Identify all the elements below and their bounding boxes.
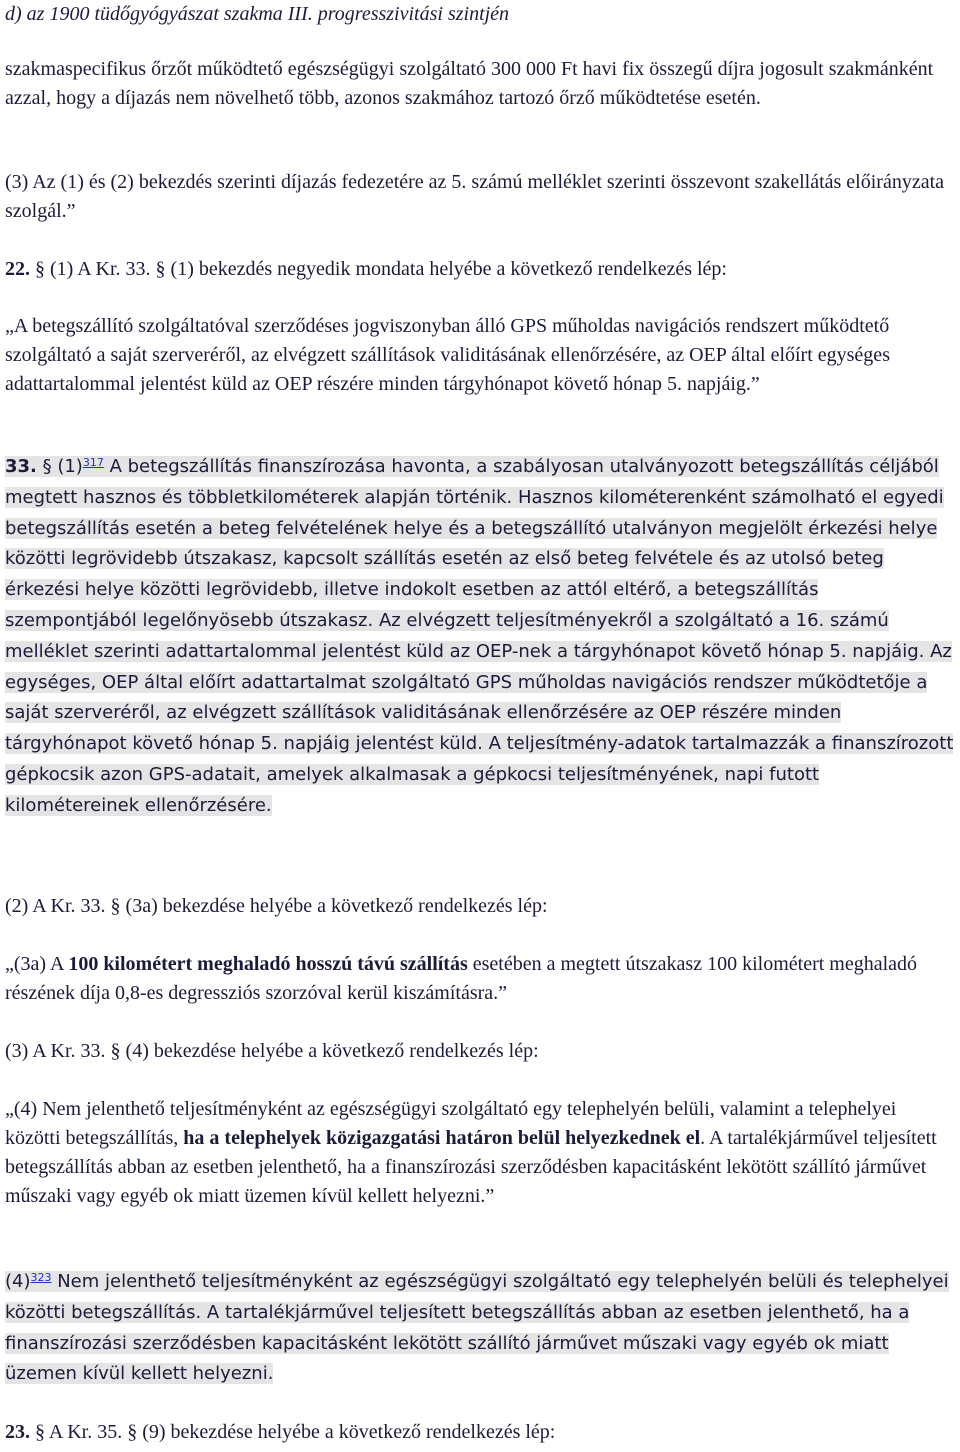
quoted-amendment-4	[5, 1095, 955, 1211]
text-run: „(4) Nem jelenthető teljesítményként az egészségügyi szolgáltató egy telephelyén belüli, valamint a telephelyei közötti betegszállítás,	[5, 1098, 897, 1149]
section-text: § A Kr. 35. § (9) bekezdése helyébe a következő rendelkezés lép:	[30, 1421, 556, 1443]
section-number: 22.	[5, 258, 30, 280]
text-run: esetében a megtett útszakasz 100 kilométert meghaladó részének díja 0,8-es degressziós szorzóval kerül kiszámításra.”	[5, 953, 918, 1004]
quoted-amendment-gps: „A betegszállító szolgáltatóval szerződéses jogviszonyban álló GPS műholdas navigációs rendszert működtető szolgáltató a saját szerveréről, az elvégzett szállítások validitásának ellenőrzésére, az OEP által előírt egységes adattartalommal jelentést küld az OEP részére minden tárgyhónapot követő hónap 5. napjáig.”	[5, 315, 890, 395]
section-text: § (1) A Kr. 33. § (1) bekezdés negyedik mondata helyébe a következő rendelkezés lép:	[30, 258, 727, 280]
bold-text-run: 100 kilométert meghaladó hosszú távú szállítás	[68, 953, 468, 975]
paragraph-3-4: (3) A Kr. 33. § (4) bekezdése helyébe a következő rendelkezés lép:	[5, 1040, 539, 1062]
text-run: . A tartalékjárművel teljesített betegszállítás abban az esetben jelenthető, ha a finanszírozási szerződésben kapacitásként lekötött szállító járművet műszaki vagy egyéb ok miatt üzemen kívül kellett helyezni.”	[5, 1127, 937, 1207]
section-33-text: A betegszállítás finanszírozása havonta, a szabályosan utalványozott betegszállítás céljából megtett hasznos és többletkilométerek alapján történik. Hasznos kilométerenként számolható el egyedi betegszállítás esetén a beteg felvételének helye és a betegszállító utalványon megjelölt érkezési helye közötti legrövidebb útszakasz, kapcsolt szállítás esetén az első beteg felvétele és az utolsó beteg érkezési helye közötti legrövidebb, illetve indokolt esetben az attól eltérő, a betegszállítás szempontjából legelőnyösebb útszakasz. Az elvégzett teljesítményekről a szolgáltató a 16. számú melléklet szerinti adattartalommal jelentést küld az OEP-nek a tárgyhónapot követő hónap 5. napjáig. Az egységes, OEP által előírt adattartalmat szolgáltató GPS műholdas navigációs rendszer működtetője a saját szerveréről, az elvégzett szállítások validitásának ellenőrzésére az OEP részére minden tárgyhónapot követő hónap 5. napjáig jelentést küld. A teljesítmény-adatok tartalmazzák a finanszírozott gépkocsik azon GPS-adatait, amelyek alkalmasak a gépkocsi teljesítményének, napi futott kilométereinek ellenőrzésére.	[5, 456, 954, 816]
paragraph-d-item: d) az 1900 tüdőgyógyászat szakma III. progresszivitási szintjén	[5, 3, 510, 25]
section-number: 23.	[5, 1421, 30, 1443]
paragraph-mark: (4)	[5, 1271, 31, 1292]
footnote-link-323[interactable]: 323	[30, 1271, 52, 1284]
section-number: 33.	[5, 456, 37, 477]
section-paragraph-mark: § (1)	[36, 456, 83, 477]
text-run: „(3a) A	[5, 953, 69, 975]
section-22-heading	[5, 255, 727, 284]
paragraph-4-highlighted	[5, 1267, 955, 1390]
paragraph-2-3a: (2) A Kr. 33. § (3a) bekezdése helyébe a következő rendelkezés lép:	[5, 895, 548, 917]
section-23-heading	[5, 1418, 555, 1447]
paragraph-4-text: Nem jelenthető teljesítményként az egészségügyi szolgáltató egy telephelyén belüli és telephelyei közötti betegszállítás. A tartalékjárművel teljesített betegszállítás abban az esetben jelenthető, ha a finanszírozási szerződésben kapacitásként lekötött szállító járművet műszaki vagy egyéb ok miatt üzemen kívül kellett helyezni.	[5, 1271, 949, 1385]
quoted-amendment-3a	[5, 950, 955, 1008]
paragraph-szakmaspecifikus: szakmaspecifikus őrzőt működtető egészségügyi szolgáltató 300 000 Ft havi fix összegű díjra jogosult szakmánként azzal, hogy a díjazás nem növelhető több, azonos szakmához tartozó őrző működtetése esetén.	[5, 58, 934, 109]
bold-text-run: ha a telephelyek közigazgatási határon belül helyezkednek el	[183, 1127, 701, 1149]
footnote-link-317[interactable]: 317	[82, 456, 104, 469]
section-33-highlighted	[5, 452, 955, 822]
paragraph-3-fedezet: (3) Az (1) és (2) bekezdés szerinti díjazás fedezetére az 5. számú melléklet szerinti összevont szakellátás előirányzata szolgál.”	[5, 171, 945, 222]
